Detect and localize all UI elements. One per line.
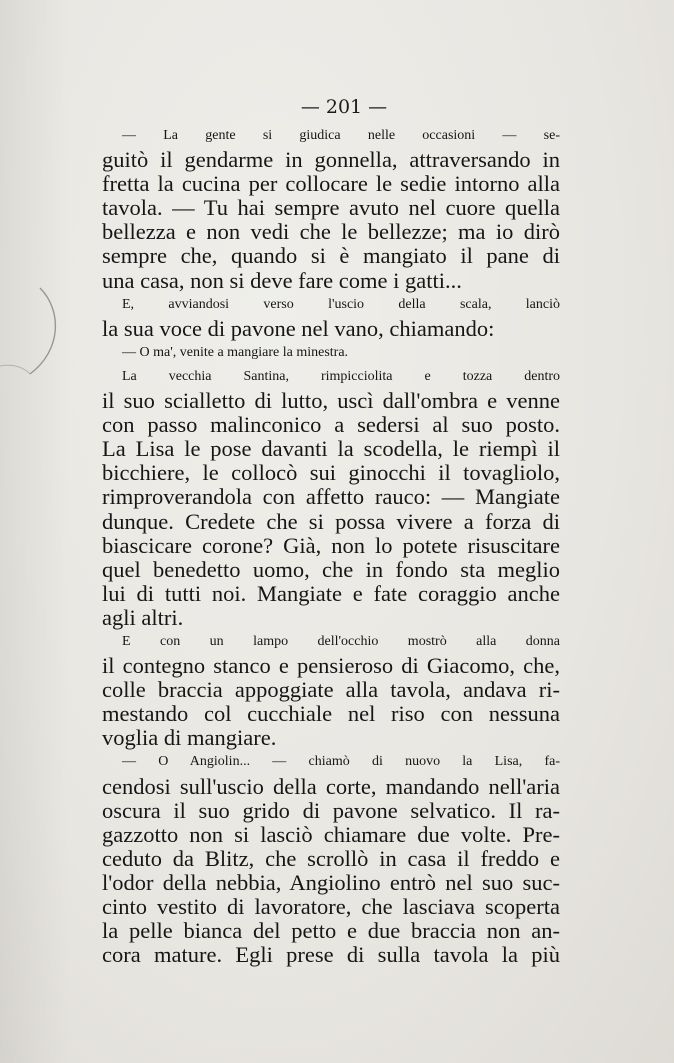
text-line: sempre che, quando si è mangiato il pane di	[102, 243, 560, 269]
text-line: tavola. — Tu hai sempre avuto nel cuore quella	[102, 195, 560, 221]
text-line: la sua voce di pavone nel vano, chiamando:	[102, 315, 495, 341]
text-line: ceduto da Blitz, che scrollò in casa il freddo e	[102, 845, 560, 871]
text-line: gazzotto non si lasciò chiamare due volte. Pre-	[102, 821, 560, 847]
text-line: dunque. Credete che si possa vivere a forza di	[102, 508, 560, 534]
text-line: E con un lampo dell'occhio mostrò alla donna	[122, 633, 560, 649]
page-number: — 201 —	[300, 96, 388, 118]
text-line: colle braccia appoggiate alla tavola, andava ri-	[102, 677, 560, 703]
text-line: bellezza e non vedi che le bellezze; ma io dirò	[102, 219, 560, 245]
text-line: fretta la cucina per collocare le sedie intorno alla	[102, 171, 560, 197]
text-line: cendosi sull'uscio della corte, mandando nell'aria	[102, 773, 560, 799]
text-line: — O Angiolin... — chiamò di nuovo la Lisa, fa-	[122, 754, 560, 770]
text-line: lui di tutti noi. Mangiate e fate coraggio anche	[102, 580, 560, 606]
page-fold-curve	[0, 280, 70, 380]
text-line: con passo malinconico a sedersi al suo posto.	[102, 412, 560, 438]
text-line: cinto vestito di lavoratore, che lasciava scoperta	[102, 894, 560, 919]
text-line: — La gente si giudica nelle occasioni — se-	[122, 128, 560, 143]
body-text	[102, 124, 560, 967]
text-line: voglia di mangiare.	[102, 725, 277, 751]
text-line: il contegno stanco e pensieroso di Giacomo, che,	[102, 653, 560, 679]
text-line: guitò il gendarme in gonnella, attraversando in	[102, 147, 560, 173]
text-line: oscura il suo grido di pavone selvatico. Il ra-	[102, 797, 560, 823]
text-line: una casa, non si deve fare come i gatti...	[102, 267, 462, 293]
text-line: agli altri.	[102, 604, 184, 630]
text-line: rimproverandola con affetto rauco: — Mangiate	[102, 484, 560, 510]
text-line: bicchiere, le collocò sui ginocchi il tovagliolo,	[102, 460, 560, 486]
text-line: — O ma', venite a mangiare la minestra.	[122, 344, 349, 360]
text-line: il suo scialletto di lutto, uscì dall'ombra e venne	[102, 388, 560, 414]
page-fold-shadow	[0, 0, 70, 1063]
text-line: la pelle bianca del petto e due braccia non an-	[102, 918, 560, 944]
text-line: La Lisa le pose davanti la scodella, le riempì il	[102, 436, 560, 462]
text-line: cora mature. Egli prese di sulla tavola la più	[102, 942, 560, 968]
text-line: mestando col cucchiale nel riso con nessuna	[102, 701, 560, 727]
text-line: quel benedetto uomo, che in fondo sta meglio	[102, 556, 560, 582]
text-line: La vecchia Santina, rimpicciolita e tozza dentro	[122, 368, 560, 384]
text-line: biascicare corone? Già, non lo potete risuscitare	[102, 532, 560, 558]
text-line: l'odor della nebbia, Angiolino entrò nel suo suc-	[102, 869, 560, 895]
text-line: E, avviandosi verso l'uscio della scala, lanciò	[122, 296, 560, 312]
